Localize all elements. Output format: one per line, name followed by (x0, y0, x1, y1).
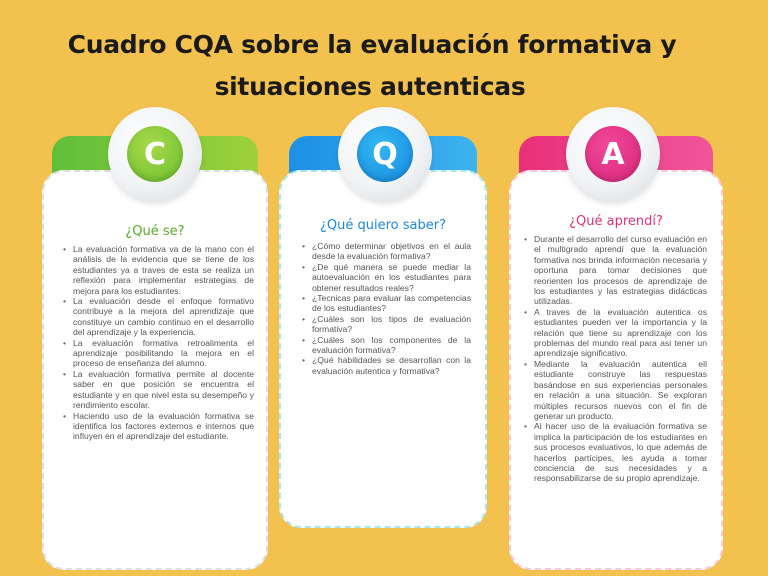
list-item: • Durante el desarrollo del curso evaluación en el multigrado aprendí que la evaluación formativa nos brinda información necesaria y oportuna para tomar decisiones que reorienten los procesos de aprendizaje de los estudiantes y las estrategias didácticas utilizadas. (523, 234, 707, 307)
list-item: • La evaluación desde el enfoque formativo contribuye a la mejora del aprendizaje que constituye un cambio continuo en el desarrollo del aprendizaje y la experiencia. (62, 296, 254, 338)
card-c-heading: ¿Qué se? (125, 224, 185, 239)
list-item: • ¿Cuáles son los tipos de evaluación formativa? (301, 314, 471, 335)
card-a (509, 136, 723, 570)
page-title-line-2: situaciones autenticas (214, 72, 526, 101)
page-title-line-1: Cuadro CQA sobre la evaluación formativa y (67, 30, 677, 59)
list-item: • ¿Cómo determinar objetivos en el aula desde la evaluación formativa? (301, 241, 471, 262)
letter-a: A (585, 126, 641, 182)
list-item: • A traves de la evaluación autentica os estudiantes pueden ver la importancia y la relación que tiene su aprendizaje con los problemas del mundo real para asi tener un aprendizaje significativo. (523, 307, 707, 359)
letter-c: C (127, 126, 183, 182)
card-c (42, 136, 268, 570)
list-item: • ¿Qué habilidades se desarrollan con la evaluación autentica y formativa? (301, 355, 471, 376)
card-q-heading: ¿Qué quiero saber? (320, 218, 446, 233)
list-item: • Haciendo uso de la evaluación formativa se identifica los factores externos e internos que influyen en el aprendizaje del estudiante. (62, 411, 254, 442)
letter-q: Q (357, 126, 413, 182)
list-item: • Al hacer uso de la evaluación formativa se implica la participación de los estudiantes en sus procesos evaluativos, lo que además de hacerlos partícipes, les ayuda a tomar conciencia de sus necesidades y a responsabilizarse de su propio aprendizaje. (523, 421, 707, 483)
card-a-list (523, 234, 707, 484)
list-item: • ¿Cuáles son los componentes de la evaluación formativa? (301, 335, 471, 356)
list-item: • La evaluación formativa retroalimenta el aprendizaje posibilitando la mejora en el proceso de enseñanza del alumno. (62, 338, 254, 369)
card-a-heading: ¿Qué aprendí? (569, 214, 663, 229)
letter-a-badge (566, 107, 660, 201)
list-item: • La evaluación formativa va de la mano con el análisis de la evidencia que se tiene de los estudiantes ya a traves de esta se realiza un reflexión para implementar estrategias de mejora para los estudiantes. (62, 244, 254, 296)
list-item: • Mediante la evaluación autentica ell estudiante construye las respuestas basándose en sus experiencias personales en relación a una situación. Se exploran múltiples recursos nuevos con el fin de generar un producto. (523, 359, 707, 421)
letter-c-badge (108, 107, 202, 201)
card-q-list (301, 241, 471, 376)
list-item: • La evaluación formativa permite al docente saber en que posición se encuentra el estudiante y en que nivel esta su desempeño y rendimiento escolar. (62, 369, 254, 411)
list-item: • ¿De qué manera se puede mediar la autoevaluación en los estudiantes para obtener resultados reales? (301, 262, 471, 293)
list-item: • ¿Tecnicas para evaluar las competencias de los estudiantes? (301, 293, 471, 314)
letter-q-badge (338, 107, 432, 201)
card-c-list (62, 244, 254, 442)
